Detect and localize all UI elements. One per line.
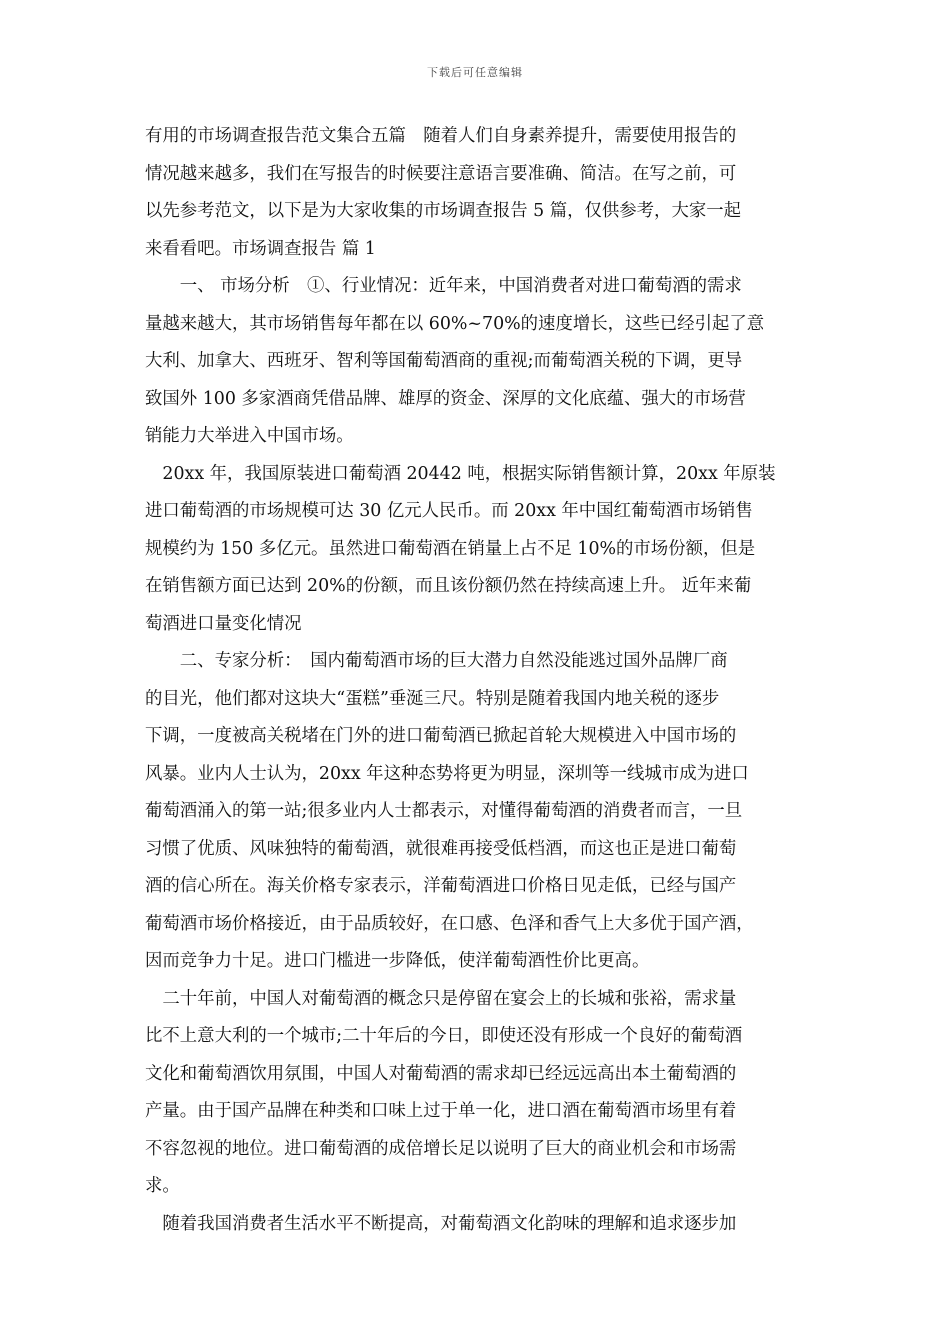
text-line: 求。 [145,1176,180,1196]
text-line: 20xx 年，我国原装进口葡萄酒 20442 吨，根据实际销售额计算，20xx 年原装 [145,463,776,484]
text-line: 二、专家分析： 国内葡萄酒市场的巨大潜力自然没能逃过国外品牌厂商 [145,651,728,671]
text-line: 萄酒进口量变化情况 [145,613,302,634]
text-line: 产量。由于国产品牌在种类和口味上过于单一化，进口酒在葡萄酒市场里有着 [145,1101,737,1121]
text-line: 致国外 100 多家酒商凭借品牌、雄厚的资金、深厚的文化底蕴、强大的市场营 [145,388,746,409]
text-line: 大利、加拿大、西班牙、智利等国葡萄酒商的重视;而葡萄酒关税的下调，更导 [145,351,743,371]
text-line: 下调，一度被高关税堵在门外的进口葡萄酒已掀起首轮大规模进入中国市场的 [145,726,737,746]
text-line: 的目光，他们都对这块大“蛋糕”垂涎三尺。特别是随着我国内地关税的逐步 [145,688,720,709]
text-line: 在销售额方面已达到 20%的份额，而且该份额仍然在持续高速上升。 近年来葡 [145,576,752,596]
text-line: 随着我国消费者生活水平不断提高，对葡萄酒文化韵味的理解和追求逐步加 [145,1213,737,1234]
text-line: 因而竞争力十足。进口门槛进一步降低，使洋葡萄酒性价比更高。 [145,951,650,971]
text-line: 葡萄酒市场价格接近，由于品质较好，在口感、色泽和香气上大多优于国产酒， [145,913,754,934]
text-line: 二十年前，中国人对葡萄酒的概念只是停留在宴会上的长城和张裕，需求量 [145,988,737,1009]
document-body [145,118,815,1243]
text-line: 规模约为 150 多亿元。虽然进口葡萄酒在销量上占不足 10%的市场份额，但是 [145,538,756,559]
text-line: 不容忽视的地位。进口葡萄酒的成倍增长足以说明了巨大的商业机会和市场需 [145,1138,737,1159]
text-line: 一、 市场分析 ①、行业情况：近年来，中国消费者对进口葡萄酒的需求 [145,276,742,296]
text-line: 情况越来越多，我们在写报告的时候要注意语言要准确、简洁。在写之前，可 [145,163,737,184]
text-line: 比不上意大利的一个城市;二十年后的今日，即使还没有形成一个良好的葡萄酒 [145,1026,743,1046]
text-line: 以先参考范文，以下是为大家收集的市场调查报告 5 篇，仅供参考，大家一起 [145,201,742,221]
text-line: 葡萄酒涌入的第一站;很多业内人士都表示，对懂得葡萄酒的消费者而言，一旦 [145,801,743,821]
text-line: 进口葡萄酒的市场规模可达 30 亿元人民币。而 20xx 年中国红葡萄酒市场销售 [145,501,753,521]
text-line: 习惯了优质、风味独特的葡萄酒，就很难再接受低档酒，而这也正是进口葡萄 [145,838,737,859]
text-line: 来看看吧。市场调查报告 篇 1 [145,238,376,259]
text-line: 量越来越大，其市场销售每年都在以 60%~70%的速度增长，这些已经引起了意 [145,313,765,334]
text-line: 风暴。业内人士认为，20xx 年这种态势将更为明显，深圳等一线城市成为进口 [145,763,749,784]
page-header: 下载后可任意编辑 [427,66,523,79]
text-line: 酒的信心所在。海关价格专家表示，洋葡萄酒进口价格日见走低，已经与国产 [145,876,737,896]
text-line: 销能力大举进入中国市场。 [145,426,354,446]
text-line: 有用的市场调查报告范文集合五篇 随着人们自身素养提升，需要使用报告的 [145,126,737,146]
text-line: 文化和葡萄酒饮用氛围，中国人对葡萄酒的需求却已经远远高出本土葡萄酒的 [145,1063,737,1084]
